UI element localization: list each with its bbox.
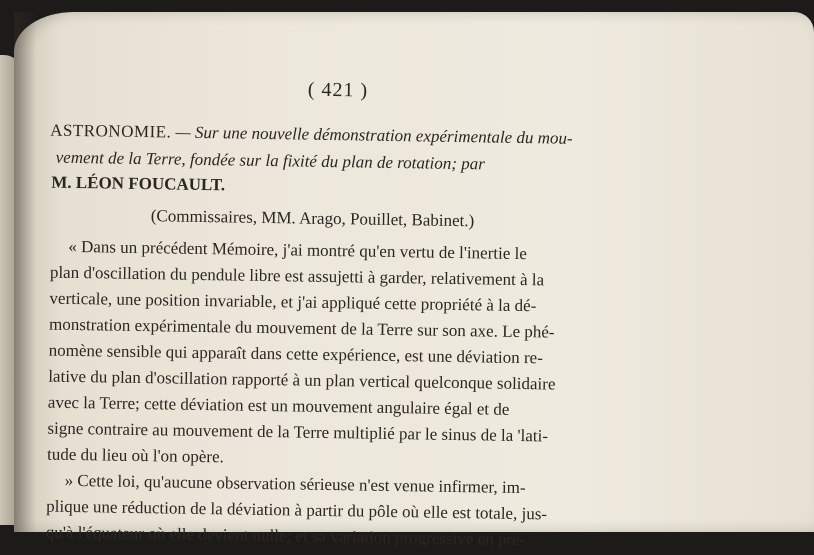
paragraph-1-line: nomène sensible qui apparaît dans cette expérience, est une déviation re- xyxy=(48,340,544,368)
paragraph-2-line: » Cette loi, qu'aucune observation sérieuse n'est venue infirmer, im- xyxy=(64,470,526,498)
paragraph-1-line: signe contraire au mouvement de la Terre multiplié par le sinus de la 'lati- xyxy=(47,418,549,446)
paragraph-1-line: lative du plan d'oscillation rapporté à un plan vertical quelconque solidaire xyxy=(48,366,556,394)
page-text xyxy=(6,12,814,550)
title-line-2 xyxy=(56,148,485,175)
paragraph-1-line: « Dans un précédent Mémoire, j'ai montré qu'en vertu de l'inertie le xyxy=(68,236,528,264)
commissaires-line: (Commissaires, MM. Arago, Pouillet, Babinet.) xyxy=(150,206,475,231)
paragraph-1-line: plan d'oscillation du pendule libre est assujetti à garder, relativement à la xyxy=(49,262,545,290)
book-page xyxy=(14,12,814,550)
paragraph-1-line: monstration expérimentale du mouvement de la Terre sur son axe. Le phé- xyxy=(48,314,555,342)
author-name: M. LÉON FOUCAULT. xyxy=(51,172,226,195)
paragraph-2-line: plique une réduction de la déviation à partir du pôle où elle est totale, jus- xyxy=(46,496,548,524)
title-text-2: vement de la Terre, fondée sur la fixité du plan de rotation; par xyxy=(55,147,486,174)
title-line-1 xyxy=(50,121,573,149)
paragraph-1-line: tude du lieu où l'on opère. xyxy=(46,444,225,467)
paragraph-2-line: qu'à l'équateur où elle devient nulle; et sa variation progressive en pré- xyxy=(45,522,526,550)
paragraph-1-line: verticale, une position invariable, et j'ai appliqué cette propriété à la dé- xyxy=(49,288,537,316)
page-number: ( 421 ) xyxy=(307,78,369,102)
title-text-1: — Sur une nouvelle démonstration expérimentale du mou- xyxy=(171,122,573,148)
section-label: ASTRONOMIE. xyxy=(50,120,172,142)
paragraph-1-line: avec la Terre; cette déviation est un mouvement angulaire égal et de xyxy=(47,392,510,419)
